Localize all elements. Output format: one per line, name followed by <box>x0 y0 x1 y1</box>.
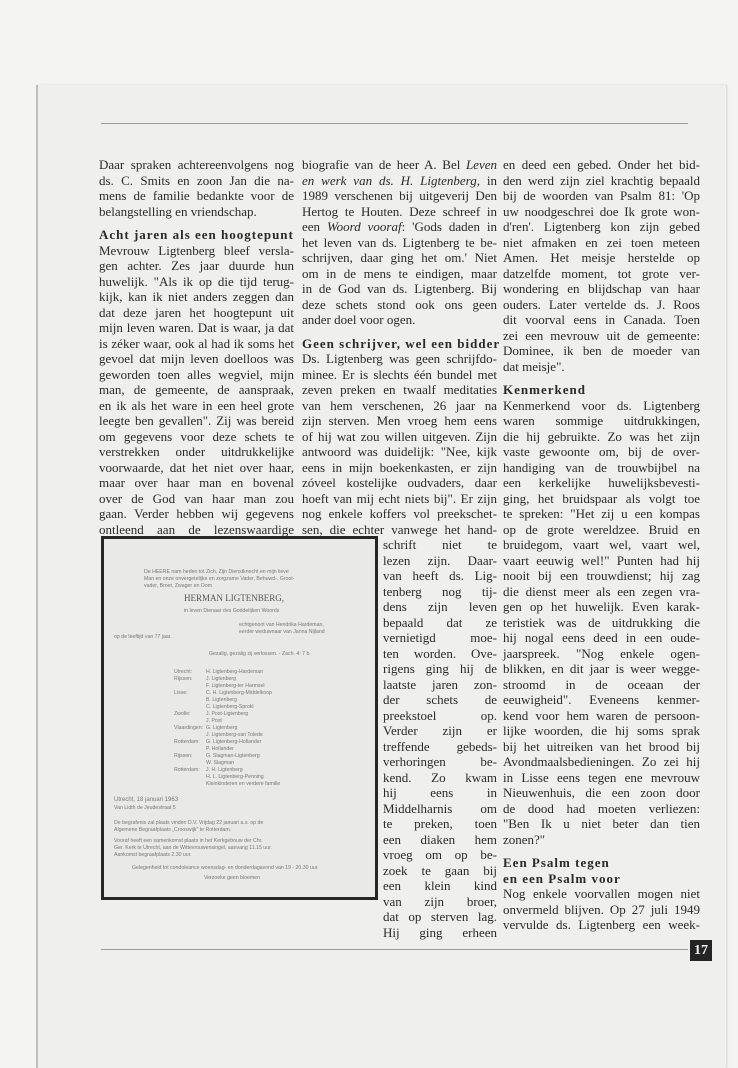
text-line: preekstoel op. <box>383 707 497 723</box>
text-line: belangstelling en vriendschap. <box>99 203 257 219</box>
announcement-spouse <box>239 622 325 636</box>
family-names <box>206 739 261 753</box>
announcement-verse: Gezalig, gezalig zij verlossen. - Zach. 4: 7 b. <box>209 651 311 657</box>
spouse-line: eerder weduwnaar van Janna Nijland <box>239 629 325 635</box>
family-entry <box>174 781 364 788</box>
family-name: F. Ligtenberg-ter Harmsel <box>206 683 265 689</box>
text-line: wondering en blijdschap van haar <box>503 281 700 296</box>
text-line: dat deze jaren het hoogtepunt uit <box>99 304 294 320</box>
text-line: of hij wat zou willen uitgeven. Zijn <box>302 428 497 444</box>
text-line: vernietigd moe- <box>383 630 497 645</box>
service-line: Vooraf heeft een samenkomst plaats in het Kerkgebouw der Chr. <box>114 838 263 844</box>
text-line: lezen zijn. Daar- <box>383 552 497 568</box>
text-line: van heeft ds. Lig- <box>383 568 497 583</box>
text-line: hoeft van mij echt niets bij". Er zijn <box>302 490 497 506</box>
text-line: schrift niet te <box>383 537 497 552</box>
family-entry <box>174 753 364 767</box>
text-line: is zéker waar, ook al had ik soms het <box>99 335 294 351</box>
text-line: ander doel voor ogen. <box>302 312 416 327</box>
text-line: voorwaarde, dat het niet over haar, <box>99 459 294 475</box>
text-line: ten worden. Ove- <box>383 645 497 661</box>
family-entry <box>174 669 364 676</box>
text-line: te preken, toen <box>383 816 497 831</box>
text-line: Avondmaalsbedieningen. Zo zei hij <box>503 754 700 769</box>
announcement-address: Van Lidth de Jeudestraat 5 <box>114 805 176 811</box>
text-line: biografie van de heer A. Bel Leven <box>302 157 497 172</box>
text-line: tenberg nog tij- <box>383 583 497 599</box>
text-line: vroeg om op be- <box>383 847 497 862</box>
text-column-3 <box>503 157 700 933</box>
text-line: rigens ging hij de <box>383 661 497 676</box>
service-line: Ger. Kerk te Utrecht, aan de Wittevrouwensingel, aanvang 11.15 uur. <box>114 845 272 851</box>
text-line: Verder zijn er <box>383 723 497 738</box>
text-line: bruidegom, vaart wel, vaart wel, <box>503 537 700 552</box>
family-names <box>206 725 263 739</box>
text-line: vaart eeuwig wel!" Punten had hij <box>503 552 700 568</box>
paragraph <box>302 157 497 328</box>
family-entry <box>174 767 364 781</box>
text-line: treffende gebeds- <box>383 738 497 754</box>
text-line: dit voorval eens in Canada. Toen <box>503 312 700 327</box>
family-name: G. Ligtenberg <box>206 725 238 731</box>
family-place: Vlaardingen: <box>174 725 204 731</box>
text-line: onvermeld blijven. Op 27 juli 1949 <box>503 901 700 917</box>
text-line: huwelijk. "Als ik op die tijd terug- <box>99 273 294 289</box>
text-line: het leven van ds. Ligtenberg te be- <box>302 234 497 250</box>
text-line: Dominee, ik ben de moeder van <box>503 343 700 358</box>
family-name: C. Ligtenberg-Sprokl <box>206 704 254 710</box>
text-line: d'ren'. Ligtenberg kon zijn gebed <box>503 219 700 234</box>
book-title: en werk van ds. H. Ligtenberg <box>302 172 477 188</box>
text-line: teristiek was de uitdrukking die <box>503 614 700 630</box>
text-line: zei een mevrouw uit de gemeente: <box>503 327 700 343</box>
text-line: een diaken hem <box>383 831 497 847</box>
text-line: verhoringen be- <box>383 754 497 769</box>
text-line: ontleend aan de lezenswaardige <box>99 521 294 537</box>
book-title: Leven <box>465 157 497 172</box>
text-line: eens in mijn boekenkasten, er zijn <box>302 459 497 475</box>
family-name: J. H. Ligtenberg <box>206 767 243 773</box>
family-entry <box>174 676 364 690</box>
intro-line: vader, Broer, Zwager en Oom <box>144 583 213 589</box>
family-name: J. Ligtenberg-van Tolede <box>206 732 263 738</box>
text-line: ds. C. Smits en zoon Jan die na- <box>99 172 294 188</box>
text-line: de dood had moeten verliezen: <box>503 800 700 816</box>
spouse-line: echtgenoot van Hendrika Hardeman, <box>239 622 324 628</box>
family-place <box>174 781 206 788</box>
family-names <box>206 767 264 781</box>
text-line: een klein kind <box>383 878 497 893</box>
text-line: Hertog te Houten. Deze schreef in <box>302 203 497 219</box>
text-line: blikken, en dit jaar is weer wegge- <box>503 661 700 676</box>
announcement-condolence: Gelegenheid tot condoleance woensdag- en donderdagavond van 19 - 20.30 uur. <box>132 865 319 871</box>
announcement-intro <box>144 569 339 590</box>
text-line: in de God van ds. Ligtenberg. Bij <box>302 281 497 296</box>
text-line: schrijven, daar ging het om.' Niet <box>302 250 497 265</box>
book-title: Woord vooraf <box>327 219 402 234</box>
family-entry <box>174 697 364 711</box>
text-line: datzelfde moment, tot grote ver- <box>503 265 700 281</box>
text-line: dat meisje". <box>503 358 565 374</box>
intro-line: De HEERE nam heden tot Zich, Zijn Dienstknecht en mijn lieve <box>144 569 289 575</box>
text-line: minee. Er is slechts één bundel met <box>302 366 497 382</box>
service-line: Aankomst begraafplaats 2.30 uur. <box>114 852 192 858</box>
text-column-1 <box>99 157 294 537</box>
text-line: nog enkele koffers vol preekschet- <box>302 506 497 521</box>
family-name: W. Slagman <box>206 760 234 766</box>
page-number: 17 <box>690 940 712 961</box>
text-line: en ik als het ware in een heel grote <box>99 397 294 413</box>
text-line: hij nogal eens deed in een oude- <box>503 630 700 645</box>
family-name: G. Slagman-Ligtenberg <box>206 753 260 759</box>
text-line: jaarspreek. "Nog enkele ogen- <box>503 645 700 661</box>
text-line: verstrekken onder uitdrukkelijke <box>99 444 294 459</box>
family-place: Rotterdam: <box>174 739 200 745</box>
text-line: Hij ging erheen <box>383 924 497 940</box>
text-line: stroomd in de oceaan der <box>503 676 700 692</box>
family-names <box>206 669 263 676</box>
family-name: J. Post-Ligtenberg <box>206 711 249 717</box>
wrapped-paragraph <box>383 537 497 940</box>
family-place: Utrecht: <box>174 669 193 675</box>
text-line: eeuwigheid". Eveneens kenmer- <box>503 692 700 707</box>
section-heading: Kenmerkend <box>503 382 586 397</box>
text-line: leegte ben gevallen". Zij was bereid <box>99 413 294 428</box>
text-line: kend. Zo kwam <box>383 769 497 785</box>
text-line: zonen?" <box>503 831 546 847</box>
text-line: Ds. Ligtenberg was geen schrijfdo- <box>302 351 497 366</box>
paragraph <box>99 157 294 219</box>
family-names <box>206 711 248 725</box>
text-line: bij het uitreiken van het brood bij <box>503 738 700 754</box>
text-line: Nog enkele voorvallen mogen niet <box>503 886 700 901</box>
text-line: bij de woorden van Psalm 81: 'Op <box>503 188 700 203</box>
text-line: lijke woorden, die hij soms sprak <box>503 723 700 738</box>
text-line: over de God van haar man zou <box>99 490 294 506</box>
family-list <box>174 669 364 788</box>
text-line: Middelharnis om <box>383 800 497 816</box>
family-name: Kleinkinderen en verdere familie <box>206 781 281 787</box>
text-line: van zijn broer, <box>383 893 497 909</box>
text-line: den werd zijn ziel krachtig bepaald <box>503 172 700 188</box>
text-line: vaste gewoonte om, bij de over- <box>503 444 700 459</box>
family-name: J. Post <box>206 718 222 724</box>
announcement-funeral <box>114 820 364 834</box>
paragraph <box>503 886 700 933</box>
family-names <box>206 697 254 711</box>
family-entry <box>174 739 364 753</box>
text-line: antwoord was duidelijk: "Nee, kijk <box>302 444 497 459</box>
text-line: die hij gebruikte. Zo was het zijn <box>503 428 700 444</box>
text-line: hij eens in <box>383 785 497 800</box>
text-line: mens de familie bedankte voor de <box>99 188 294 203</box>
text-line: en werk van ds. H. Ligtenberg, in <box>302 172 497 188</box>
text-line: mijn leven waren. Dat is waar, ja dat <box>99 320 294 335</box>
text-line: een Woord vooraf: 'Gods daden in <box>302 219 498 234</box>
family-place <box>174 697 206 711</box>
text-line: deze schets stond ook ons geen <box>302 296 497 312</box>
text-line: zeven preken en twaalf meditaties <box>302 382 497 397</box>
family-names <box>206 676 265 690</box>
family-place: Zwolle: <box>174 711 191 717</box>
text-line: uw noodgeschrei doe Ik grote won- <box>503 203 700 219</box>
intro-line: Man en onze onvergetelijke en zorgzame Vader, Behuwd-, Groot- <box>144 576 295 582</box>
family-entry <box>174 711 364 725</box>
text-line: Nieuwenhuis, die een zoon door <box>503 785 700 800</box>
text-line: Daar spraken achtereenvolgens nog <box>99 157 294 172</box>
text-line: in Lisse eens tegen ene mevrouw <box>503 769 700 785</box>
family-place: Rijssen: <box>174 676 193 682</box>
text-line: "Ben Ik u niet beter dan tien <box>503 816 700 831</box>
deceased-name: HERMAN LIGTENBERG, <box>184 593 284 603</box>
text-line: die dienst meer als een zegen vra- <box>503 583 700 599</box>
text-line: zijn sterven. Men vroeg hem eens <box>302 413 497 428</box>
text-line: zoek te gaan bij <box>383 862 497 878</box>
family-place: Rotterdam: <box>174 767 200 773</box>
text-line: Kenmerkend voor ds. Ligtenberg <box>503 397 700 413</box>
text-line: kijk, kan ik niet anders zeggen dan <box>99 289 294 304</box>
family-name: G. Ligtenberg-Hollander <box>206 739 262 745</box>
text-line: ging, het bruidspaar als volgt toe <box>503 490 700 506</box>
announcement-date: Utrecht, 18 januari 1963 <box>114 797 179 803</box>
family-name: B. Ligtenberg <box>206 697 237 703</box>
text-line: een kerkelijke huwelijksbevesti- <box>503 475 700 490</box>
text-line: gevoel dat mijn leven doelloos was <box>99 351 294 366</box>
text-line: waren sommige uitdrukkingen, <box>503 413 700 428</box>
paragraph <box>503 398 700 848</box>
family-entry <box>174 725 364 739</box>
text-line: Amen. Het meisje herstelde op <box>503 250 700 265</box>
text-line: bepaald dat ze <box>383 614 497 630</box>
text-line: handiging van de trouwbijbel na <box>503 459 700 475</box>
bottom-rule <box>101 949 688 950</box>
text-line: Mevrouw Ligtenberg bleef versla- <box>99 242 294 258</box>
page-spine <box>36 85 38 1068</box>
text-line: om gegevens voor deze schets te <box>99 428 294 444</box>
paragraph <box>503 157 700 374</box>
family-name: J. Ligtenberg <box>206 676 236 682</box>
announcement-subtitle: in leven Dienaar des Goddelijken Woords <box>184 608 280 614</box>
text-line: dat op sterven lag. <box>383 909 497 924</box>
family-place: Rijssen: <box>174 753 193 759</box>
text-line: op de grote wereldzee. Bruid en <box>503 521 700 537</box>
section-heading: en een Psalm voor <box>503 870 621 886</box>
text-line: der schets de <box>383 692 497 707</box>
text-line: gen op het huwelijk. Even karak- <box>503 599 700 614</box>
text-line: 1989 verschenen bij uitgeverij Den <box>302 188 497 203</box>
section-heading: Geen schrijver, wel een bidder <box>302 335 501 351</box>
text-line: gaan. Verder hebben wij gegevens <box>99 506 294 521</box>
text-line: te spreken: "Het zij u een kompas <box>503 506 700 521</box>
death-announcement-image <box>101 536 378 900</box>
family-names <box>206 781 280 788</box>
family-name: H. L. Ligtenberg-Penning <box>206 774 264 780</box>
text-line: om in de mens te eindigen, maar <box>302 265 497 281</box>
text-line: maar over haar man en bovenal <box>99 475 294 490</box>
text-line: dens zijn leven <box>383 599 497 614</box>
text-line: en deed een gebed. Onder het bid- <box>503 157 700 172</box>
paragraph <box>302 351 497 537</box>
family-names <box>206 753 260 767</box>
family-name: P. Hollander <box>206 746 234 752</box>
top-rule <box>101 123 688 124</box>
announcement-age: op de leeftijd van 77 jaar. <box>114 634 172 640</box>
funeral-line: De begrafenis zal plaats vinden D.V. Vrijdag 22 januari a.s. op de <box>114 820 264 826</box>
paragraph <box>99 243 294 538</box>
family-names <box>206 690 272 697</box>
family-place: Lisse: <box>174 690 188 696</box>
text-line: kend voor hem waren de persoon- <box>503 707 700 723</box>
text-line: sen, die echter vanwege het hand- <box>302 521 497 537</box>
section-heading: Acht jaren als een hoogtepunt <box>99 227 294 242</box>
text-line: ouders. Later vertelde ds. J. Roos <box>503 296 700 312</box>
announcement-flowers: Verzoeke geen bloemen <box>204 875 260 881</box>
section-heading: Een Psalm tegen <box>503 855 610 870</box>
text-line: niet afmaken en zei toen meteen <box>503 234 700 250</box>
text-line: man, de gemeente, de aanspraak, <box>99 382 294 397</box>
family-name: H. Ligtenberg-Hardeman <box>206 669 264 675</box>
text-line: laatste jaren zon- <box>383 676 497 692</box>
text-line: vervulde ds. Ligtenberg een week- <box>503 917 700 932</box>
funeral-line: Algemene Begraafplaats „Crooswijk" te Rotterdam. <box>114 827 232 833</box>
family-entry <box>174 690 364 697</box>
text-line: van hem verschenen, 26 jaar na <box>302 397 497 413</box>
text-line: zóveel kostelijke oudvaders, daar <box>302 475 497 490</box>
family-name: C. H. Ligtenberg-Middelkoop <box>206 690 273 696</box>
text-line: geworden toen alles wegviel, mijn <box>99 366 294 382</box>
text-line: nooit bij een trouwdienst; hij zag <box>503 568 700 583</box>
announcement-service <box>114 838 364 859</box>
text-line: gen achter. Zes jaar duurde hun <box>99 258 294 273</box>
